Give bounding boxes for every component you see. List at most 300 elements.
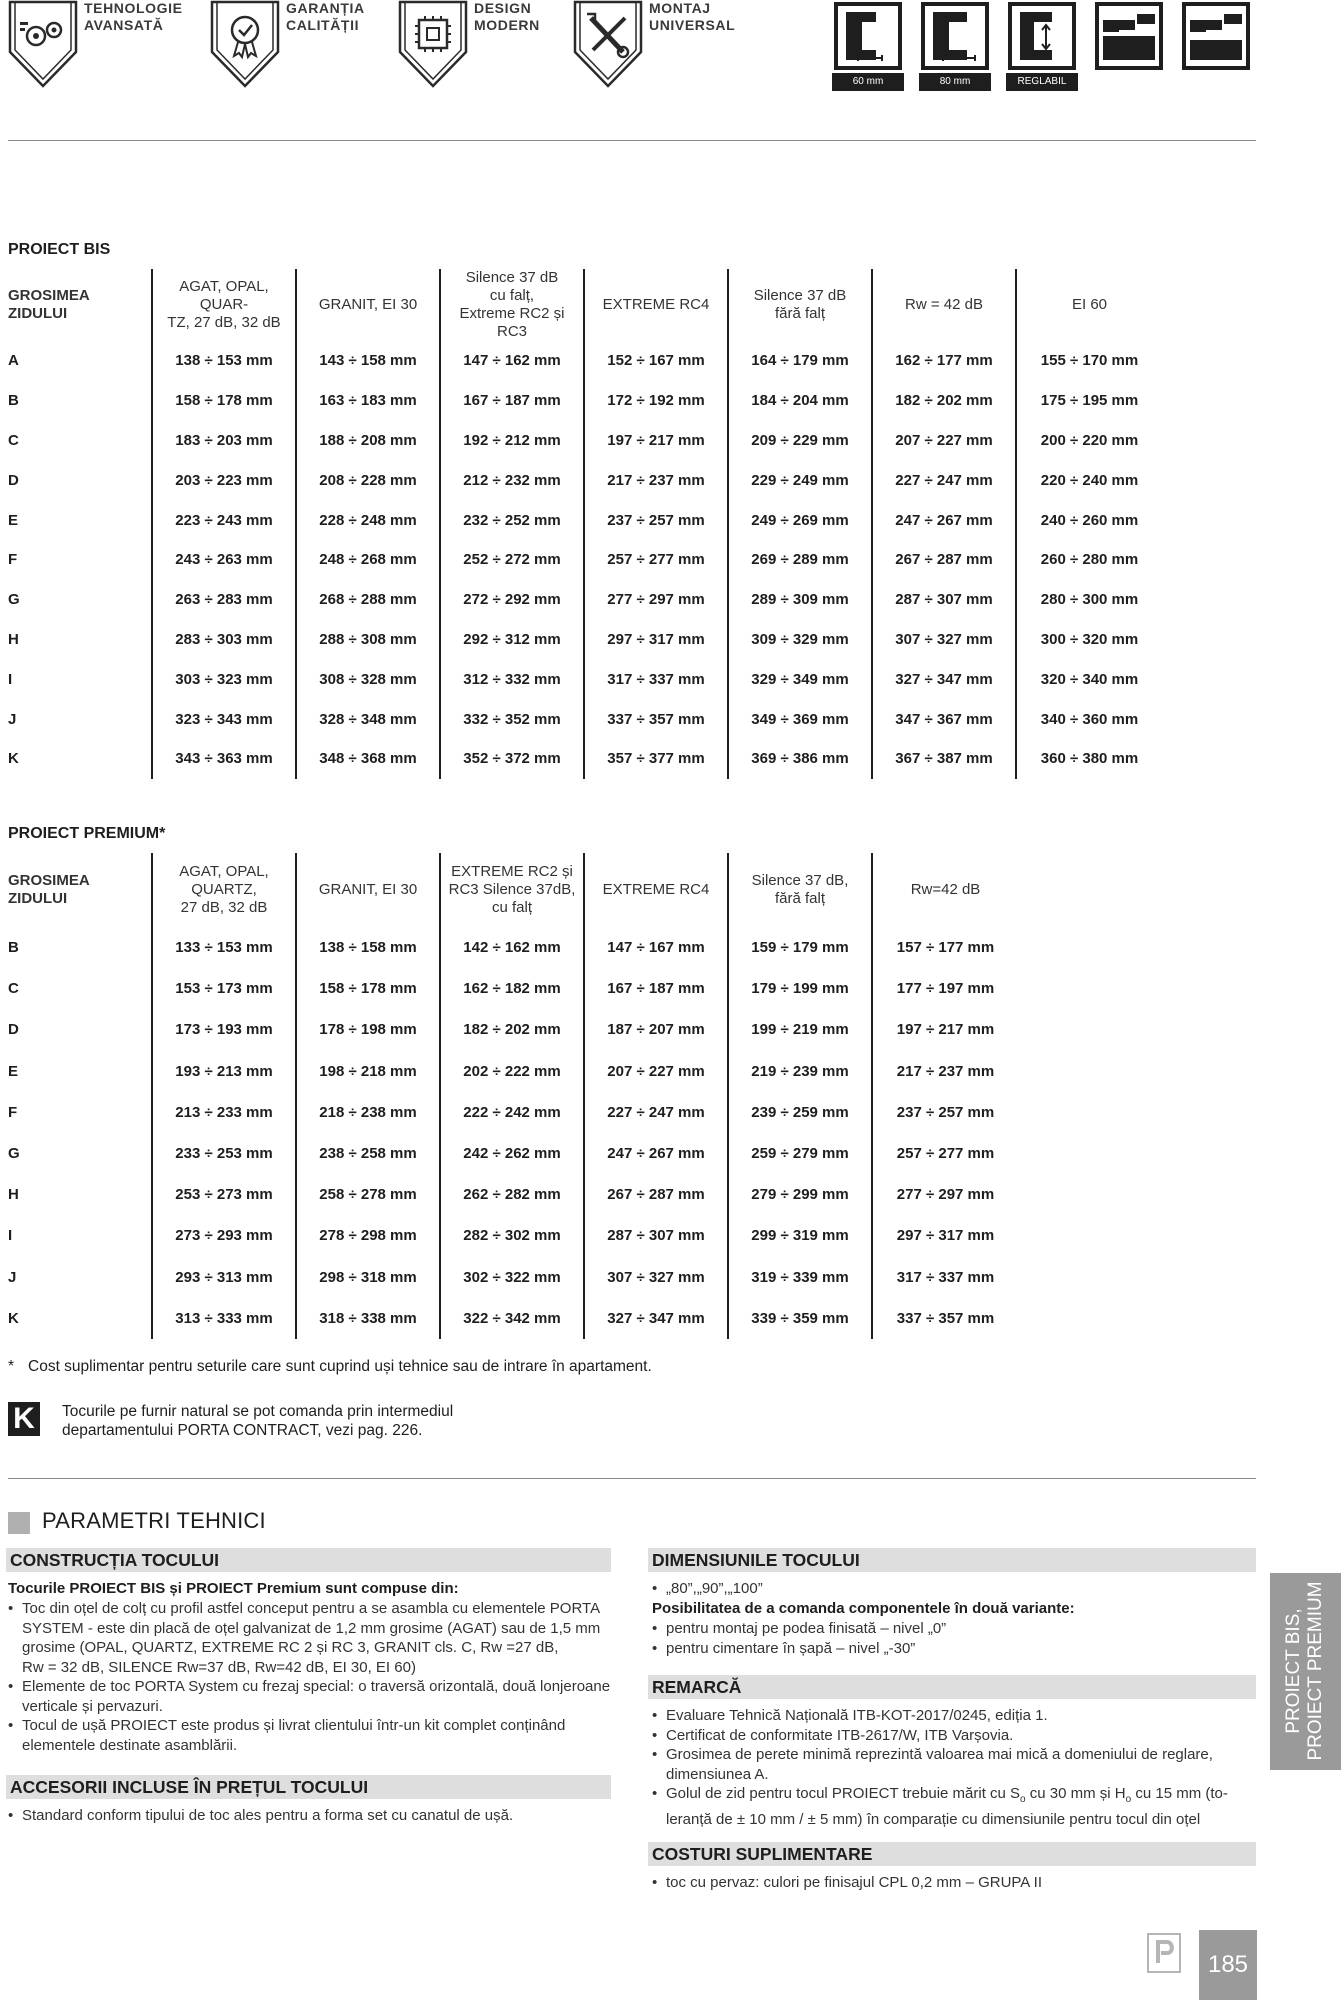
table-row (6, 927, 1018, 968)
table-cell: 175 ÷ 195 mm (1016, 381, 1162, 421)
table-cell: 143 ÷ 158 mm (296, 341, 440, 381)
list-item-line: SYSTEM - este din placă de oțel galvanizat de 1,2 mm grosime (AGAT) sau de 1,5 mm (22, 1619, 601, 1637)
row-label: J (8, 1268, 17, 1286)
accessories-heading: ACCESORII INCLUSE ÎN PREȚUL TOCULUI (6, 1775, 611, 1799)
table-row (6, 1215, 1018, 1256)
feature-label-line: UNIVERSAL (649, 17, 736, 33)
header-line: GROSIMEA (8, 872, 90, 889)
row-label: C (8, 431, 19, 449)
table-cell: 329 ÷ 349 mm (728, 659, 872, 699)
table-cell: 317 ÷ 337 mm (872, 1257, 1018, 1298)
row-label: G (8, 1145, 20, 1163)
construction-intro: Tocurile PROIECT BIS și PROIECT Premium sunt compuse din: (8, 1580, 459, 1597)
list-item (652, 1745, 1257, 1784)
list-item (652, 1784, 1257, 1829)
params-divider (8, 1478, 1256, 1479)
table-cell: 347 ÷ 367 mm (872, 699, 1016, 739)
table-cell: 219 ÷ 239 mm (728, 1051, 872, 1092)
feature-label-line: MODERN (474, 17, 540, 33)
table-cell: 360 ÷ 380 mm (1016, 739, 1162, 779)
table-cell: 183 ÷ 203 mm (152, 421, 296, 461)
table-cell: 288 ÷ 308 mm (296, 620, 440, 660)
table-cell: 182 ÷ 202 mm (440, 1009, 584, 1050)
table-cell: 177 ÷ 197 mm (872, 968, 1018, 1009)
row-label: F (8, 1103, 18, 1121)
table-cell: 279 ÷ 299 mm (728, 1174, 872, 1215)
list-item (652, 1706, 1257, 1726)
bis-table (6, 269, 1162, 779)
col-header-extreme-rc2-rc3 (440, 853, 584, 927)
row-label: D (8, 1021, 19, 1039)
table-cell: 267 ÷ 287 mm (584, 1174, 728, 1215)
col-header-rw42 (872, 853, 1018, 927)
table-cell: 158 ÷ 178 mm (152, 381, 296, 421)
top-divider (8, 140, 1256, 141)
table-cell: 303 ÷ 323 mm (152, 659, 296, 699)
list-item-line: • Certificat de conformitate ITB-2617/W, ITB Varșovia. (666, 1726, 1014, 1744)
table-cell: 133 ÷ 153 mm (152, 927, 296, 968)
table-cell: 147 ÷ 167 mm (584, 927, 728, 968)
row-label: J (8, 710, 17, 728)
text-run: cu 15 mm (to- (1131, 1785, 1228, 1802)
table-cell: 187 ÷ 207 mm (584, 1009, 728, 1050)
table-cell: 337 ÷ 357 mm (872, 1298, 1018, 1339)
list-item-line: elementele destinate asamblării. (22, 1736, 238, 1754)
table-cell: 259 ÷ 279 mm (728, 1133, 872, 1174)
list-item-line: verticale și pervazuri. (22, 1697, 163, 1715)
table-cell: 267 ÷ 287 mm (872, 540, 1016, 580)
row-label: A (8, 352, 19, 370)
wall-thickness-header (6, 853, 152, 927)
table-cell: 302 ÷ 322 mm (440, 1257, 584, 1298)
certificate-icon (208, 0, 282, 90)
table-cell: 268 ÷ 288 mm (296, 580, 440, 620)
list-item-line: • toc cu pervaz: culori pe finisajul CPL 0,2 mm – GRUPA II (666, 1874, 1042, 1891)
params-title: PARAMETRI TEHNICI (42, 1508, 266, 1533)
veneer-note (62, 1402, 453, 1440)
table-row (6, 500, 1162, 540)
table-cell: 158 ÷ 178 mm (296, 968, 440, 1009)
table-cell: 138 ÷ 153 mm (152, 341, 296, 381)
table-cell: 257 ÷ 277 mm (584, 540, 728, 580)
table-cell: 209 ÷ 229 mm (728, 421, 872, 461)
table-cell: 223 ÷ 243 mm (152, 500, 296, 540)
table-row (6, 341, 1162, 381)
extra-costs-list (652, 1873, 1252, 1893)
table-cell: 352 ÷ 372 mm (440, 739, 584, 779)
dimensions-options-list (652, 1619, 1252, 1658)
table-cell: 320 ÷ 340 mm (1016, 659, 1162, 699)
header-line: EXTREME RC2 și (451, 863, 573, 880)
table-cell: 327 ÷ 347 mm (872, 659, 1016, 699)
frame-80mm-icon (921, 2, 989, 70)
footnote-star: * (8, 1358, 15, 1375)
table-cell: 198 ÷ 218 mm (296, 1051, 440, 1092)
list-item-line: grosime (OPAL, QUARTZ, EXTREME RC 2 și RC 3, GRANIT cls. C, Rw =27 dB, (22, 1639, 559, 1656)
list-item (8, 1716, 618, 1755)
header-line: QUARTZ, (191, 881, 257, 898)
table-cell: 147 ÷ 162 mm (440, 341, 584, 381)
list-item-line: • pentru montaj pe podea finisată – nivel „0” (666, 1620, 947, 1637)
header-line: Rw = 42 dB (905, 296, 983, 313)
frame-60mm-icon (834, 2, 902, 70)
table-cell: 233 ÷ 253 mm (152, 1133, 296, 1174)
section-marker (8, 1512, 30, 1534)
table-row (6, 1133, 1018, 1174)
feature-universal-mounting (571, 0, 771, 90)
page-number: 185 (1199, 1930, 1257, 2000)
list-item (652, 1873, 1252, 1893)
mount-caption: REGLABIL (1006, 73, 1078, 91)
table-cell: 263 ÷ 283 mm (152, 580, 296, 620)
table-cell: 153 ÷ 173 mm (152, 968, 296, 1009)
feature-label-line: DESIGN (474, 0, 532, 16)
list-item-line: • „80”,„90”,„100” (666, 1580, 763, 1597)
table-cell: 178 ÷ 198 mm (296, 1009, 440, 1050)
table-row (6, 659, 1162, 699)
table-cell: 328 ÷ 348 mm (296, 699, 440, 739)
table-cell: 242 ÷ 262 mm (440, 1133, 584, 1174)
table-cell: 164 ÷ 179 mm (728, 341, 872, 381)
table-cell: 217 ÷ 237 mm (872, 1051, 1018, 1092)
table-row (6, 421, 1162, 461)
table-cell: 332 ÷ 352 mm (440, 699, 584, 739)
table-cell: 184 ÷ 204 mm (728, 381, 872, 421)
header-line: TZ, 27 dB, 32 dB (167, 314, 281, 331)
premium-table-body (6, 927, 1018, 1339)
table-row (6, 739, 1162, 779)
subscript: o (1020, 1794, 1026, 1805)
list-item (652, 1726, 1257, 1746)
table-cell: 253 ÷ 273 mm (152, 1174, 296, 1215)
table-cell: 197 ÷ 217 mm (872, 1009, 1018, 1050)
table-cell: 167 ÷ 187 mm (584, 968, 728, 1009)
header-line: Silence 37 dB (753, 287, 847, 304)
header-line: fără falț (774, 305, 826, 322)
frame-floor-icon (1182, 2, 1250, 70)
table-cell: 287 ÷ 307 mm (872, 580, 1016, 620)
table-cell: 162 ÷ 182 mm (440, 968, 584, 1009)
header-line: EXTREME RC4 (602, 881, 710, 898)
row-label: K (8, 1309, 19, 1327)
col-header-rw42 (872, 269, 1016, 341)
premium-header-row (6, 853, 1018, 927)
list-item-line: leranță de ± 10 mm / ± 5 mm) în comparație cu dimensiunile pentru tocul din oțel (666, 1810, 1201, 1828)
table-cell: 227 ÷ 247 mm (584, 1092, 728, 1133)
subscript: o (1125, 1794, 1132, 1805)
table-cell: 247 ÷ 267 mm (584, 1133, 728, 1174)
col-header-silence-no-falt (728, 853, 872, 927)
table-cell: 213 ÷ 233 mm (152, 1092, 296, 1133)
table-cell: 313 ÷ 333 mm (152, 1298, 296, 1339)
row-label: E (8, 1062, 19, 1080)
veneer-note-line: Tocurile pe furnir natural se pot comanda prin intermediul (62, 1403, 454, 1420)
col-header-extreme-rc4 (584, 269, 728, 341)
feature-label-line: TEHNOLOGIE (84, 0, 183, 16)
table-cell: 297 ÷ 317 mm (584, 620, 728, 660)
table-cell: 283 ÷ 303 mm (152, 620, 296, 660)
table-cell: 348 ÷ 368 mm (296, 739, 440, 779)
list-item-line: dimensiunea A. (666, 1765, 769, 1783)
table-row (6, 699, 1162, 739)
feature-advanced-technology (6, 0, 206, 90)
table-cell: 343 ÷ 363 mm (152, 739, 296, 779)
table-cell: 192 ÷ 212 mm (440, 421, 584, 461)
col-header-silence-no-falt (728, 269, 872, 341)
header-line: Extreme RC2 și RC3 (459, 305, 565, 340)
table-cell: 249 ÷ 269 mm (728, 500, 872, 540)
table-row (6, 580, 1162, 620)
table-cell: 232 ÷ 252 mm (440, 500, 584, 540)
col-header-agat (152, 269, 296, 341)
list-item-line: • pentru cimentare în șapă – nivel „-30” (666, 1639, 916, 1657)
feature-label-line: GARANȚIA (286, 0, 365, 16)
table-cell: 200 ÷ 220 mm (1016, 421, 1162, 461)
table-cell: 317 ÷ 337 mm (584, 659, 728, 699)
side-tab-line: PROIECT PREMIUM (1305, 1581, 1326, 1761)
table-cell: 207 ÷ 227 mm (872, 421, 1016, 461)
dimensions-heading: DIMENSIUNILE TOCULUI (648, 1548, 1256, 1572)
table-row (6, 1092, 1018, 1133)
table-cell: 309 ÷ 329 mm (728, 620, 872, 660)
table-cell: 269 ÷ 289 mm (728, 540, 872, 580)
table-cell: 208 ÷ 228 mm (296, 460, 440, 500)
list-item-line: • Tocul de ușă PROIECT este produs și livrat clientului într-un kit complet conținând (22, 1717, 566, 1734)
premium-table-title: PROIECT PREMIUM* (8, 825, 166, 842)
table-cell: 339 ÷ 359 mm (728, 1298, 872, 1339)
porta-logo-icon (1147, 1933, 1181, 1973)
list-item-line: • Standard conform tipului de toc ales pentru a forma set cu canatul de ușă. (22, 1807, 514, 1824)
list-item (8, 1677, 618, 1716)
table-cell: 240 ÷ 260 mm (1016, 500, 1162, 540)
header-line: AGAT, OPAL, QUAR- (179, 278, 269, 313)
row-label: I (8, 670, 13, 688)
construction-list (8, 1599, 618, 1755)
table-cell: 212 ÷ 232 mm (440, 460, 584, 500)
feature-label-line: CALITĂȚII (286, 17, 360, 33)
table-cell: 349 ÷ 369 mm (728, 699, 872, 739)
table-cell: 228 ÷ 248 mm (296, 500, 440, 540)
table-cell: 227 ÷ 247 mm (872, 460, 1016, 500)
table-cell: 203 ÷ 223 mm (152, 460, 296, 500)
table-cell: 307 ÷ 327 mm (584, 1257, 728, 1298)
remarks-list (652, 1706, 1257, 1829)
table-cell: 202 ÷ 222 mm (440, 1051, 584, 1092)
table-cell: 299 ÷ 319 mm (728, 1215, 872, 1256)
header-line: cu falț (491, 899, 533, 916)
table-cell: 280 ÷ 300 mm (1016, 580, 1162, 620)
footnote-text: Cost suplimentar pentru seturile care sunt cuprind uși tehnice sau de intrare în apartament. (28, 1358, 652, 1375)
bis-table-body (6, 341, 1162, 779)
side-tab-text (1283, 1581, 1327, 1760)
table-row (6, 968, 1018, 1009)
table-cell: 272 ÷ 292 mm (440, 580, 584, 620)
list-item-line: • Evaluare Tehnică Națională ITB-KOT-2017/0245, ediția 1. (666, 1707, 1048, 1724)
dimensions-options-title: Posibilitatea de a comanda componentele în două variante: (652, 1600, 1075, 1617)
table-cell: 218 ÷ 238 mm (296, 1092, 440, 1133)
table-cell: 229 ÷ 249 mm (728, 460, 872, 500)
table-cell: 273 ÷ 293 mm (152, 1215, 296, 1256)
feature-label-line: AVANSATĂ (84, 17, 164, 33)
feature-label-line: MONTAJ (649, 0, 711, 16)
feature-quality-guarantee (208, 0, 408, 90)
list-item (8, 1806, 618, 1826)
accessories-list (8, 1806, 618, 1826)
row-label: H (8, 1186, 19, 1204)
row-label: E (8, 511, 19, 529)
col-header-extreme-rc4 (584, 853, 728, 927)
row-label: F (8, 551, 18, 569)
table-cell: 247 ÷ 267 mm (872, 500, 1016, 540)
frame-adjustable-icon (1008, 2, 1076, 70)
list-item-line: Rw = 32 dB, SILENCE Rw=37 dB, Rw=42 dB, EI 30, EI 60) (22, 1658, 416, 1676)
construction-heading: CONSTRUCȚIA TOCULUI (6, 1548, 611, 1572)
list-item (652, 1619, 1252, 1639)
table-row (6, 620, 1162, 660)
row-label: D (8, 471, 19, 489)
table-cell: 262 ÷ 282 mm (440, 1174, 584, 1215)
side-chapter-tab (1270, 1573, 1341, 1770)
header-line: cu falț, (489, 287, 535, 304)
frame-level-icon (1095, 2, 1163, 70)
table-cell: 277 ÷ 297 mm (584, 580, 728, 620)
table-cell: 277 ÷ 297 mm (872, 1174, 1018, 1215)
col-header-granit (296, 269, 440, 341)
table-cell: 260 ÷ 280 mm (1016, 540, 1162, 580)
table-cell: 243 ÷ 263 mm (152, 540, 296, 580)
table-row (6, 381, 1162, 421)
table-cell: 337 ÷ 357 mm (584, 699, 728, 739)
table-cell: 258 ÷ 278 mm (296, 1174, 440, 1215)
text-run: cu 30 mm și H (1025, 1785, 1126, 1802)
table-cell: 252 ÷ 272 mm (440, 540, 584, 580)
row-label: I (8, 1227, 13, 1245)
table-cell: 308 ÷ 328 mm (296, 659, 440, 699)
list-item (652, 1639, 1252, 1659)
row-label: H (8, 630, 19, 648)
table-cell: 222 ÷ 242 mm (440, 1092, 584, 1133)
table-cell: 367 ÷ 387 mm (872, 739, 1016, 779)
table-cell: 142 ÷ 162 mm (440, 927, 584, 968)
table-cell: 238 ÷ 258 mm (296, 1133, 440, 1174)
table-cell: 322 ÷ 342 mm (440, 1298, 584, 1339)
header-line: ZIDULUI (8, 890, 68, 907)
wall-thickness-header (6, 269, 152, 341)
veneer-note-line: departamentului PORTA CONTRACT, vezi pag. 226. (62, 1422, 423, 1439)
header-line: AGAT, OPAL, (179, 863, 269, 880)
table-cell: 220 ÷ 240 mm (1016, 460, 1162, 500)
table-cell: 369 ÷ 386 mm (728, 739, 872, 779)
table-cell: 300 ÷ 320 mm (1016, 620, 1162, 660)
table-row (6, 1298, 1018, 1339)
table-cell: 197 ÷ 217 mm (584, 421, 728, 461)
table-cell: 327 ÷ 347 mm (584, 1298, 728, 1339)
table-cell: 217 ÷ 237 mm (584, 460, 728, 500)
remarks-heading: REMARCĂ (648, 1675, 1256, 1699)
table-cell: 307 ÷ 327 mm (872, 620, 1016, 660)
list-item-line: • Grosimea de perete minimă reprezintă valoarea mai mică a domeniului de reglare, (666, 1746, 1213, 1763)
porta-contract-badge: K (8, 1402, 40, 1436)
table-cell: 293 ÷ 313 mm (152, 1257, 296, 1298)
table-cell: 297 ÷ 317 mm (872, 1215, 1018, 1256)
dimensions-list (652, 1579, 1252, 1599)
table-cell: 292 ÷ 312 mm (440, 620, 584, 660)
row-label: B (8, 392, 19, 410)
bis-table-title: PROIECT BIS (8, 241, 111, 258)
table-cell: 173 ÷ 193 mm (152, 1009, 296, 1050)
table-cell: 323 ÷ 343 mm (152, 699, 296, 739)
header-line: GRANIT, EI 30 (318, 881, 418, 898)
table-cell: 357 ÷ 377 mm (584, 739, 728, 779)
col-header-granit (296, 853, 440, 927)
header-line: ZIDULUI (8, 305, 68, 322)
side-tab-line: PROIECT BIS, (1283, 1608, 1304, 1734)
row-label: B (8, 939, 19, 957)
header-line: Silence 37 dB, (751, 872, 849, 889)
chip-icon (396, 0, 470, 90)
table-cell: 138 ÷ 158 mm (296, 927, 440, 968)
header-line: EXTREME RC4 (602, 296, 710, 313)
table-row (6, 540, 1162, 580)
header-line: RC3 Silence 37dB, (448, 881, 576, 898)
feature-modern-design (396, 0, 596, 90)
header-line: GRANIT, EI 30 (318, 296, 418, 313)
col-header-agat (152, 853, 296, 927)
table-row (6, 1174, 1018, 1215)
table-row (6, 1257, 1018, 1298)
row-label: G (8, 591, 20, 609)
table-row (6, 1051, 1018, 1092)
list-item (652, 1579, 1252, 1599)
table-cell: 237 ÷ 257 mm (584, 500, 728, 540)
table-cell: 287 ÷ 307 mm (584, 1215, 728, 1256)
col-header-silence-falt (440, 269, 584, 341)
header-line: EI 60 (1071, 296, 1108, 313)
table-row (6, 460, 1162, 500)
table-cell: 199 ÷ 219 mm (728, 1009, 872, 1050)
table-cell: 282 ÷ 302 mm (440, 1215, 584, 1256)
table-cell: 312 ÷ 332 mm (440, 659, 584, 699)
tools-icon (571, 0, 645, 90)
table-row (6, 1009, 1018, 1050)
table-cell: 172 ÷ 192 mm (584, 381, 728, 421)
table-cell: 319 ÷ 339 mm (728, 1257, 872, 1298)
row-label: C (8, 980, 19, 998)
table-cell: 193 ÷ 213 mm (152, 1051, 296, 1092)
header-line: Rw=42 dB (910, 881, 981, 898)
header-line: GROSIMEA (8, 287, 90, 304)
list-item (8, 1599, 618, 1677)
table-cell: 182 ÷ 202 mm (872, 381, 1016, 421)
table-cell: 289 ÷ 309 mm (728, 580, 872, 620)
table-cell: 298 ÷ 318 mm (296, 1257, 440, 1298)
table-cell: 278 ÷ 298 mm (296, 1215, 440, 1256)
table-cell: 152 ÷ 167 mm (584, 341, 728, 381)
list-item-line: • Toc din oțel de colț cu profil astfel conceput pentru a se asambla cu elementele PORTA (22, 1600, 601, 1617)
table-cell: 157 ÷ 177 mm (872, 927, 1018, 968)
bis-header-row (6, 269, 1162, 341)
table-cell: 257 ÷ 277 mm (872, 1133, 1018, 1174)
row-label: K (8, 750, 19, 768)
table-cell: 162 ÷ 177 mm (872, 341, 1016, 381)
table-cell: 163 ÷ 183 mm (296, 381, 440, 421)
table-cell: 188 ÷ 208 mm (296, 421, 440, 461)
table-cell: 155 ÷ 170 mm (1016, 341, 1162, 381)
table-cell: 248 ÷ 268 mm (296, 540, 440, 580)
premium-table (6, 853, 1018, 1339)
table-cell: 318 ÷ 338 mm (296, 1298, 440, 1339)
table-cell: 179 ÷ 199 mm (728, 968, 872, 1009)
